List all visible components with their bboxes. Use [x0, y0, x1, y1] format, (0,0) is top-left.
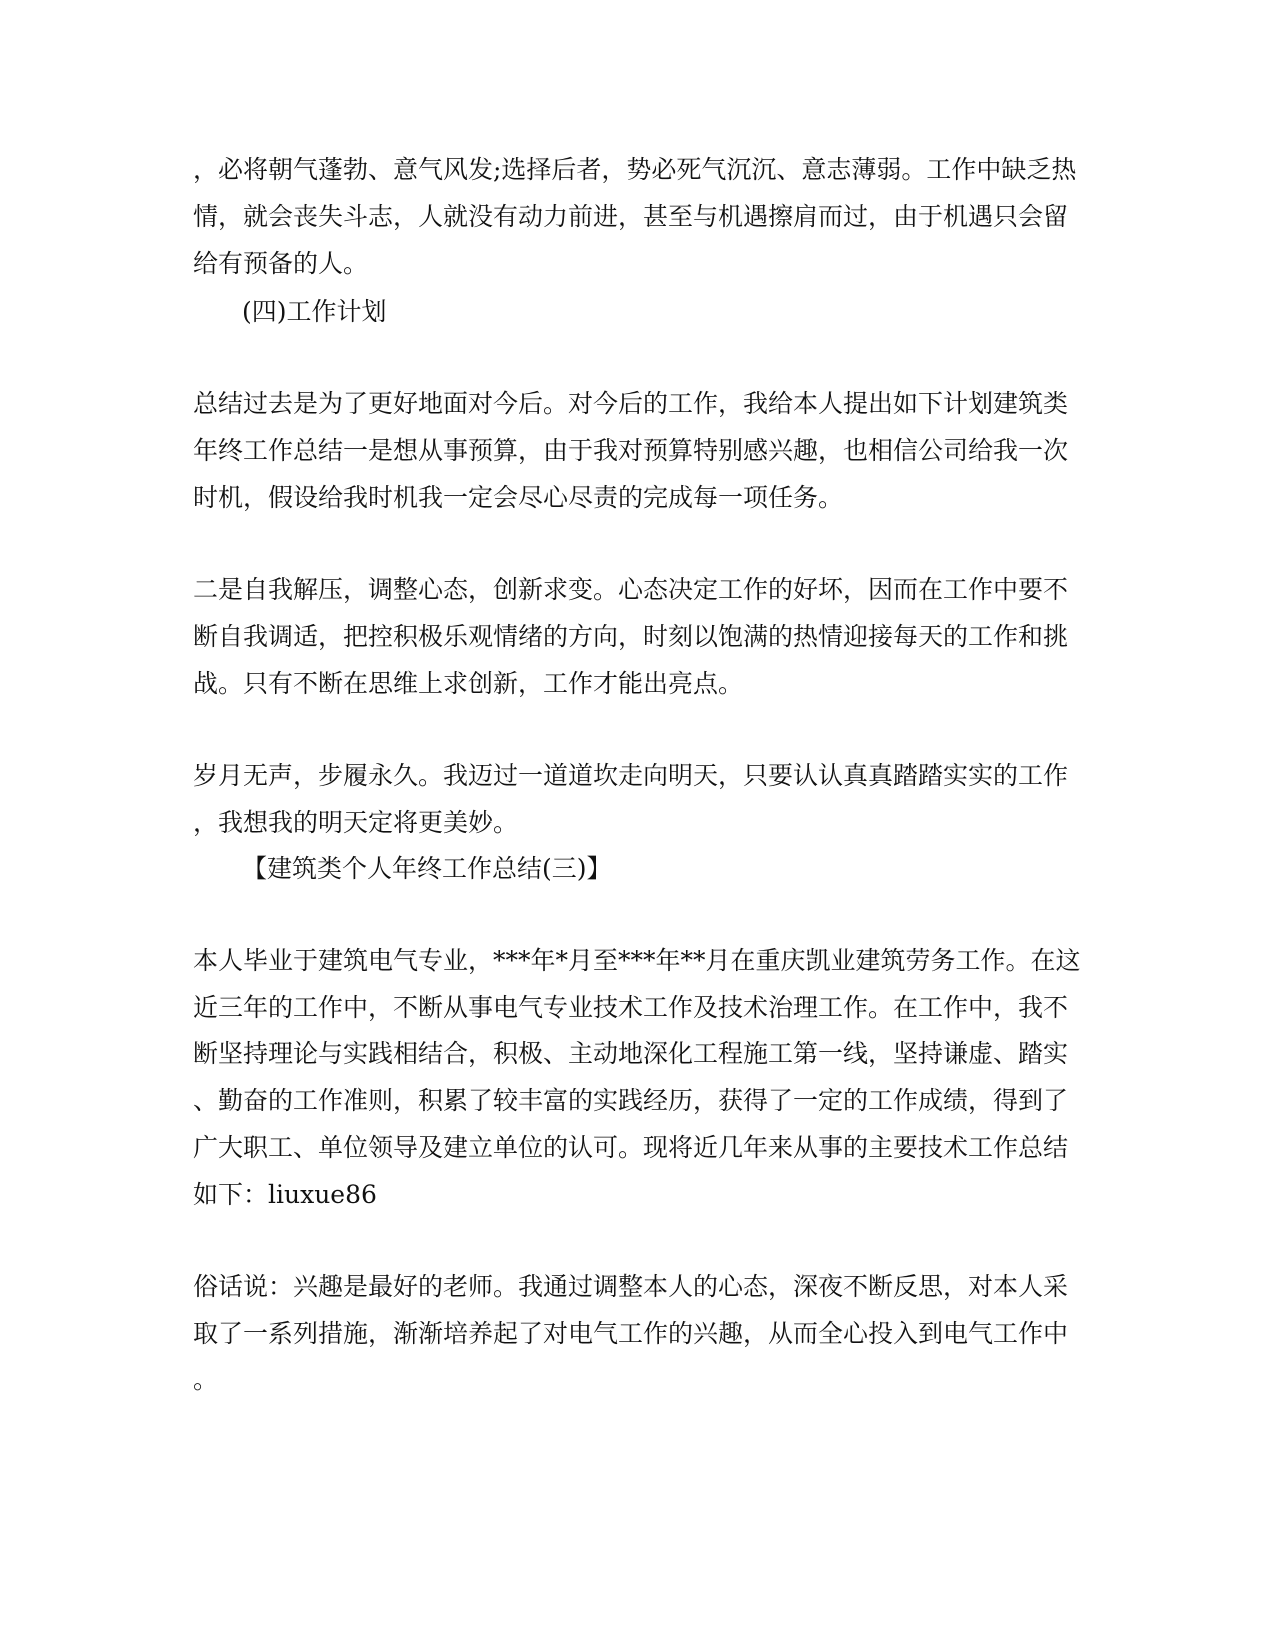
paragraph-line: 战。只有不断在思维上求创新，工作才能出亮点。 [193, 669, 744, 698]
paragraph-line: 断自我调适，把控积极乐观情绪的方向，时刻以饱满的热情迎接每天的工作和挑 [193, 622, 1069, 651]
paragraph-line: 时机，假设给我时机我一定会尽心尽责的完成每一项任务。 [193, 483, 844, 512]
paragraph-line: 总结过去是为了更好地面对今后。对今后的工作，我给本人提出如下计划建筑类 [193, 389, 1069, 418]
paragraph-line: 俗话说：兴趣是最好的老师。我通过调整本人的心态，深夜不断反思，对本人采 [193, 1272, 1069, 1301]
paragraph-line: 如下：liuxue86 [193, 1180, 377, 1209]
paragraph-line: 广大职工、单位领导及建立单位的认可。现将近几年来从事的主要技术工作总结 [193, 1133, 1069, 1162]
paragraph-line: 年终工作总结一是想从事预算，由于我对预算特别感兴趣，也相信公司给我一次 [193, 436, 1069, 465]
paragraph-line: 近三年的工作中，不断从事电气专业技术工作及技术治理工作。在工作中，我不 [193, 993, 1069, 1022]
paragraph-line: 岁月无声，步履永久。我迈过一道道坎走向明天，只要认认真真踏踏实实的工作 [193, 761, 1069, 790]
paragraph-line: 情，就会丧失斗志，人就没有动力前进，甚至与机遇擦肩而过，由于机遇只会留 [193, 202, 1069, 231]
paragraph-line: 、勤奋的工作准则，积累了较丰富的实践经历，获得了一定的工作成绩，得到了 [193, 1086, 1069, 1115]
section-heading: (四)工作计划 [242, 297, 387, 326]
paragraph-line: 取了一系列措施，渐渐培养起了对电气工作的兴趣，从而全心投入到电气工作中 [193, 1319, 1069, 1348]
paragraph-line: 给有预备的人。 [193, 249, 369, 278]
paragraph-line: 二是自我解压，调整心态，创新求变。心态决定工作的好坏，因而在工作中要不 [193, 575, 1069, 604]
paragraph-line: 。 [193, 1365, 219, 1394]
paragraph-line: 断坚持理论与实践相结合，积极、主动地深化工程施工第一线，坚持谦虚、踏实 [193, 1039, 1069, 1068]
paragraph-line: 本人毕业于建筑电气专业，***年*月至***年**月在重庆凯业建筑劳务工作。在这 [193, 946, 1081, 975]
paragraph-line: ，我想我的明天定将更美妙。 [193, 808, 519, 837]
paragraph-line: ，必将朝气蓬勃、意气风发;选择后者，势必死气沉沉、意志薄弱。工作中缺乏热 [193, 155, 1077, 184]
section-heading: 【建筑类个人年终工作总结(三)】 [242, 854, 612, 883]
